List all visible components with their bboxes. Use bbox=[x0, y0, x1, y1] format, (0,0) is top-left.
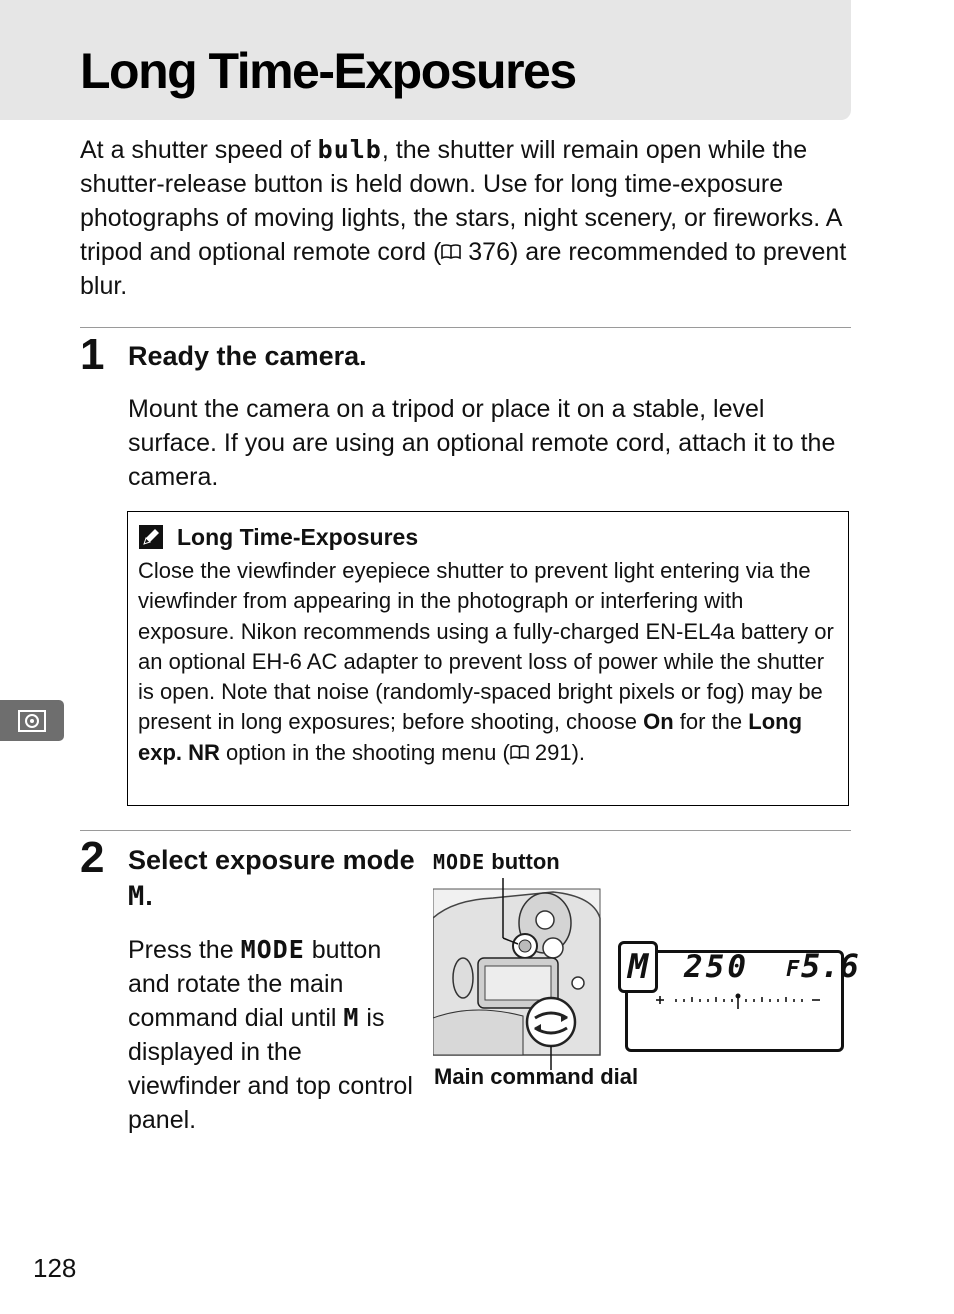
step-body: Mount the camera on a tripod or place it on a stable, level surface. If you are using an optional remote cord, attach it to the camera. bbox=[128, 395, 836, 491]
top-control-panel bbox=[618, 941, 859, 1055]
mode-indicator-box bbox=[618, 941, 658, 993]
mode-button-label: MODE button bbox=[433, 849, 560, 874]
mode-m-glyph: M bbox=[128, 881, 146, 912]
step-heading: Select exposure mode M. bbox=[128, 845, 415, 912]
step-heading: Ready the camera. bbox=[128, 341, 367, 371]
section-divider bbox=[80, 327, 851, 328]
camera-top-illustration bbox=[433, 878, 603, 1078]
intro-paragraph: At a shutter speed of bulb, the shutter will remain open while the shutter-release button is held down. Use for long time-exposure photographs of moving lights, the stars, night scenery, or fireworks. A tripod and optional remote cord ( 376) are recommended to prevent blur. bbox=[80, 135, 847, 300]
section-tab bbox=[0, 700, 64, 741]
book-icon bbox=[441, 244, 461, 260]
note-box bbox=[127, 511, 849, 806]
step-number: 2 bbox=[80, 833, 105, 882]
note-heading: Long Time-Exposures bbox=[138, 522, 838, 552]
camera-exposure-icon bbox=[17, 709, 47, 733]
menu-option-name: Long exp. NR bbox=[138, 709, 803, 765]
step-number: 1 bbox=[80, 330, 105, 379]
note-body: Close the viewfinder eyepiece shutter to prevent light entering via the viewfinder from appearing in the photograph or interfering with exposure. Nikon recommends using a fully-charged EN-EL4a battery or an optional EH-6 AC adapter to prevent loss of power while the shutter is open. Note that noise (randomly-spaced bright pixels or fog) may be present in long exposures; before shooting, choose On for the Long exp. NR option in the shooting menu ( 291). bbox=[138, 558, 834, 765]
lcd-aperture-prefix: F bbox=[786, 957, 801, 982]
section-divider bbox=[80, 830, 851, 831]
bulb-setting: bulb bbox=[317, 135, 382, 164]
pencil-note-icon bbox=[138, 524, 164, 550]
main-command-dial-label: Main command dial bbox=[434, 1064, 639, 1089]
step-body: Press the MODE button and rotate the main command dial until M is displayed in the viewfinder and top control panel. bbox=[128, 935, 413, 1134]
page-title: Long Time-Exposures bbox=[80, 43, 576, 99]
page-number: 128 bbox=[33, 1253, 77, 1283]
lcd-shutter-speed: 250 bbox=[684, 949, 749, 985]
mode-button-word: MODE bbox=[240, 935, 305, 964]
mode-m-glyph: M bbox=[343, 1003, 360, 1032]
lcd-mode: M bbox=[627, 947, 649, 987]
book-icon bbox=[510, 745, 529, 760]
exposure-indicator bbox=[654, 993, 824, 1013]
lcd-aperture: 5.6 bbox=[801, 947, 859, 985]
